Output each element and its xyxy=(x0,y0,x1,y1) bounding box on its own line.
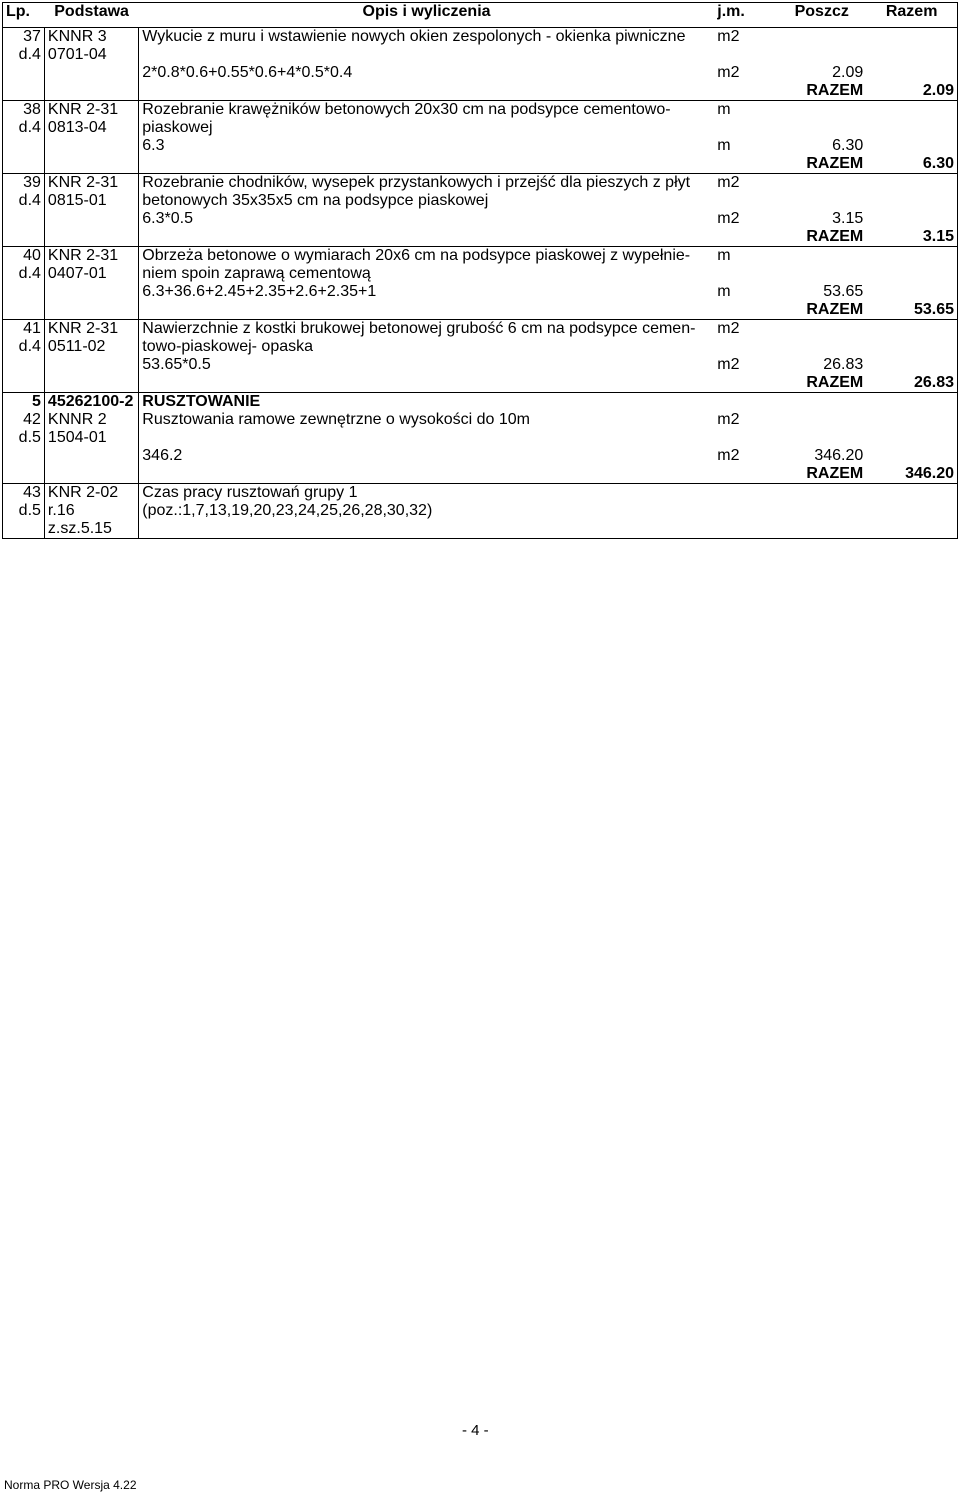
item-quantity: 26.83 xyxy=(823,356,864,373)
item-lp-sub: d.4 xyxy=(3,265,45,283)
table-row xyxy=(3,82,958,101)
page-number: - 4 - xyxy=(462,1422,489,1439)
item-calculation: 6.3*0.5 xyxy=(139,210,715,228)
item-description-cont: (poz.:1,7,13,19,20,23,24,25,26,28,30,32) xyxy=(139,502,715,520)
item-calculation: 6.3 xyxy=(139,137,715,155)
table-row xyxy=(3,465,958,484)
item-description: Obrzeża betonowe o wymiarach 20x6 cm na podsypce piaskowej z wypełnie- xyxy=(139,247,715,266)
calc-unit: m xyxy=(717,137,731,154)
table-row xyxy=(3,101,958,120)
table-row xyxy=(3,356,958,374)
item-base-code: 1504-01 xyxy=(44,429,138,447)
item-calculation: 6.3+36.6+2.45+2.35+2.6+2.35+1 xyxy=(139,283,715,301)
table-row xyxy=(3,447,958,465)
item-lp: 41 xyxy=(3,320,45,339)
table-row xyxy=(3,247,958,266)
item-lp-sub: d.5 xyxy=(3,429,45,447)
header-razem: Razem xyxy=(866,3,957,28)
item-base-code-2: z.sz.5.15 xyxy=(44,520,138,539)
item-lp: 38 xyxy=(3,101,45,120)
razem-label: RAZEM xyxy=(806,155,864,172)
item-lp: 40 xyxy=(3,247,45,266)
razem-value: 53.65 xyxy=(866,301,957,320)
razem-value: 2.09 xyxy=(866,82,957,101)
item-unit: m xyxy=(714,247,777,266)
header-poszcz: Poszcz xyxy=(777,3,866,28)
table-row xyxy=(3,374,958,393)
section-title: RUSZTOWANIE xyxy=(139,393,715,412)
item-base: KNNR 3 xyxy=(44,28,138,47)
table-row xyxy=(3,411,958,429)
item-base-code: 0815-01 xyxy=(44,192,138,210)
table-row xyxy=(3,429,958,447)
table-row xyxy=(3,228,958,247)
table-row xyxy=(3,520,958,539)
item-base-code: 0701-04 xyxy=(44,46,138,64)
footer-software-label: Norma PRO Wersja 4.22 xyxy=(4,1478,137,1492)
header-jm: j.m. xyxy=(714,3,777,28)
item-quantity: 53.65 xyxy=(823,283,864,300)
item-base: KNR 2-31 xyxy=(44,101,138,120)
razem-label: RAZEM xyxy=(806,374,864,391)
item-unit: m2 xyxy=(714,320,777,339)
razem-label: RAZEM xyxy=(806,465,864,482)
razem-value: 346.20 xyxy=(866,465,957,484)
item-base-code: 0407-01 xyxy=(44,265,138,283)
calc-unit: m xyxy=(717,283,731,300)
item-base-code: 0813-04 xyxy=(44,119,138,137)
item-lp-sub: d.4 xyxy=(3,338,45,356)
header-opis: Opis i wyliczenia xyxy=(139,3,715,28)
item-calculation: 346.2 xyxy=(139,447,715,465)
item-description: Nawierzchnie z kostki brukowej betonowej grubość 6 cm na podsypce cemen- xyxy=(139,320,715,339)
item-lp-sub: d.4 xyxy=(3,46,45,64)
item-unit xyxy=(714,28,777,47)
razem-label: RAZEM xyxy=(806,228,864,245)
table-row xyxy=(3,283,958,301)
item-base: KNR 2-31 xyxy=(44,320,138,339)
razem-label: RAZEM xyxy=(806,301,864,318)
table-row xyxy=(3,484,958,503)
item-description-cont: niem spoin zaprawą cementową xyxy=(139,265,715,283)
item-unit: m xyxy=(714,101,777,120)
table-row xyxy=(3,64,958,82)
item-base: KNNR 2 xyxy=(44,411,138,429)
item-calculation: 53.65*0.5 xyxy=(139,356,715,374)
calc-unit: m2 xyxy=(717,64,740,81)
header-podstawa: Podstawa xyxy=(44,3,138,28)
razem-value: 26.83 xyxy=(866,374,957,393)
item-quantity: 6.30 xyxy=(832,137,864,154)
cost-estimate-table xyxy=(2,2,958,539)
table-row xyxy=(3,210,958,228)
section-code: 45262100-2 xyxy=(44,393,138,412)
item-quantity: 3.15 xyxy=(832,210,864,227)
razem-value: 6.30 xyxy=(866,155,957,174)
item-base: KNR 2-02 xyxy=(44,484,138,503)
item-calculation: 2*0.8*0.6+0.55*0.6+4*0.5*0.4 xyxy=(139,64,715,82)
table-row xyxy=(3,28,958,47)
section-row xyxy=(3,393,958,412)
table-row xyxy=(3,155,958,174)
item-lp-sub: d.4 xyxy=(3,119,45,137)
item-lp: 39 xyxy=(3,174,45,193)
table-row xyxy=(3,338,958,356)
item-lp: 43 xyxy=(3,484,45,503)
item-base-code: r.16 xyxy=(44,502,138,520)
razem-value: 3.15 xyxy=(866,228,957,247)
table-row xyxy=(3,119,958,137)
item-description-cont: betonowych 35x35x5 cm na podsypce piaskowej xyxy=(139,192,715,210)
section-number: 5 xyxy=(3,393,45,412)
calc-unit: m2 xyxy=(717,356,740,373)
item-description-cont: piaskowej xyxy=(139,119,715,137)
item-lp-sub: d.4 xyxy=(3,192,45,210)
table-row xyxy=(3,320,958,339)
item-unit: m2 xyxy=(714,174,777,193)
item-base: KNR 2-31 xyxy=(44,174,138,193)
table-row xyxy=(3,502,958,520)
item-unit: m2 xyxy=(717,411,740,428)
item-description: Wykucie z muru i wstawienie nowych okien zespolonych - okienka piwniczne xyxy=(139,28,715,47)
item-description: Rusztowania ramowe zewnętrzne o wysokości do 10m xyxy=(139,411,715,429)
table-row xyxy=(3,301,958,320)
item-description-cont: towo-piaskowej- opaska xyxy=(139,338,715,356)
table-row xyxy=(3,265,958,283)
item-lp-sub: d.5 xyxy=(3,502,45,520)
table-row xyxy=(3,174,958,193)
table-row xyxy=(3,46,958,64)
table-row xyxy=(3,192,958,210)
unit-text: m2 xyxy=(717,28,740,45)
calc-unit: m2 xyxy=(717,447,740,464)
item-description: Rozebranie chodników, wysepek przystankowych i przejść dla pieszych z płyt xyxy=(139,174,715,193)
item-description: Rozebranie krawężników betonowych 20x30 cm na podsypce cementowo- xyxy=(139,101,715,120)
item-lp: 42 xyxy=(3,411,45,429)
table-header-row xyxy=(3,3,958,28)
item-lp: 37 xyxy=(3,28,45,47)
calc-unit: m2 xyxy=(717,210,740,227)
item-description: Czas pracy rusztowań grupy 1 xyxy=(139,484,715,503)
header-lp: Lp. xyxy=(3,3,45,28)
item-quantity: 2.09 xyxy=(832,64,864,81)
razem-label: RAZEM xyxy=(806,82,864,99)
table-row xyxy=(3,137,958,155)
item-base: KNR 2-31 xyxy=(44,247,138,266)
item-quantity: 346.20 xyxy=(814,447,864,464)
item-base-code: 0511-02 xyxy=(44,338,138,356)
